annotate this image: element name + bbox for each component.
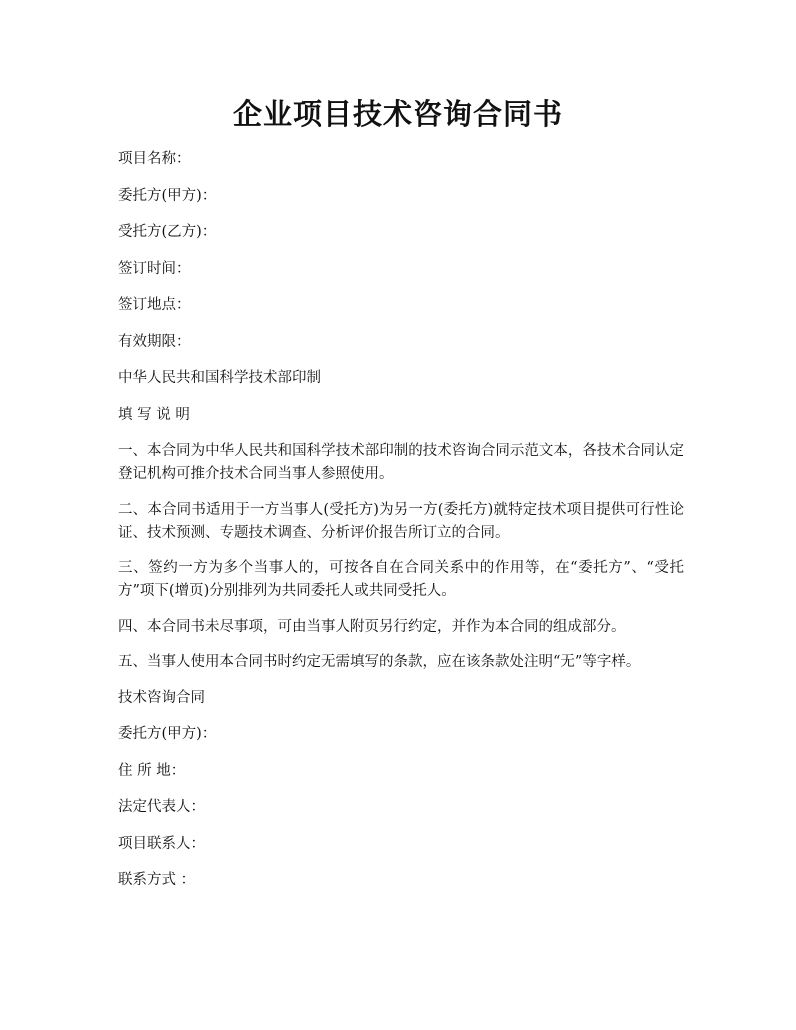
document-title: 企业项目技术咨询合同书	[232, 97, 563, 131]
party-field-address: 住 所 地：	[118, 762, 186, 779]
party-field-contact-info: 联系方式 ：	[118, 872, 196, 888]
party-field-legal-rep: 法定代表人：	[118, 799, 205, 815]
instruction-item-5: 五、当事人使用本合同书时约定无需填写的条款，应在该条款处注明“无”等字样。	[118, 654, 641, 670]
issuer-line: 中华人民共和国科学技术部印制	[118, 370, 321, 386]
field-signing-time: 签订时间：	[118, 260, 191, 277]
field-signing-place: 签订地点：	[118, 297, 191, 313]
party-field-client: 委托方(甲方)：	[118, 726, 217, 742]
instruction-item-4: 四、本合同书未尽事项，可由当事人附页另行约定，并作为本合同的组成部分。	[118, 618, 626, 635]
contract-heading: 技术咨询合同	[118, 689, 205, 706]
field-project-name: 项目名称：	[118, 151, 191, 167]
field-validity-period: 有效期限：	[118, 333, 191, 350]
instruction-item-3: 三、签约一方为多个当事人的，可按各自在合同关系中的作用等，在“委托方”、“受托方”项下(增页)分别排列为共同委托人或共同受托人。	[118, 560, 684, 599]
instruction-item-2: 二、本合同书适用于一方当事人(受托方)为另一方(委托方)就特定技术项目提供可行性论证、技术预测、专题技术调查、分析评价报告所订立的合同。	[118, 501, 684, 541]
field-consultant: 受托方(乙方)：	[118, 224, 217, 240]
party-field-contact-person: 项目联系人：	[118, 835, 205, 852]
instructions-heading: 填 写 说 明	[118, 406, 190, 423]
document-body	[118, 148, 684, 906]
field-client: 委托方(甲方)：	[118, 187, 217, 204]
instruction-item-1: 一、本合同为中华人民共和国科学技术部印制的技术咨询合同示范文本，各技术合同认定登记机构可推介技术合同当事人参照使用。	[118, 443, 684, 482]
